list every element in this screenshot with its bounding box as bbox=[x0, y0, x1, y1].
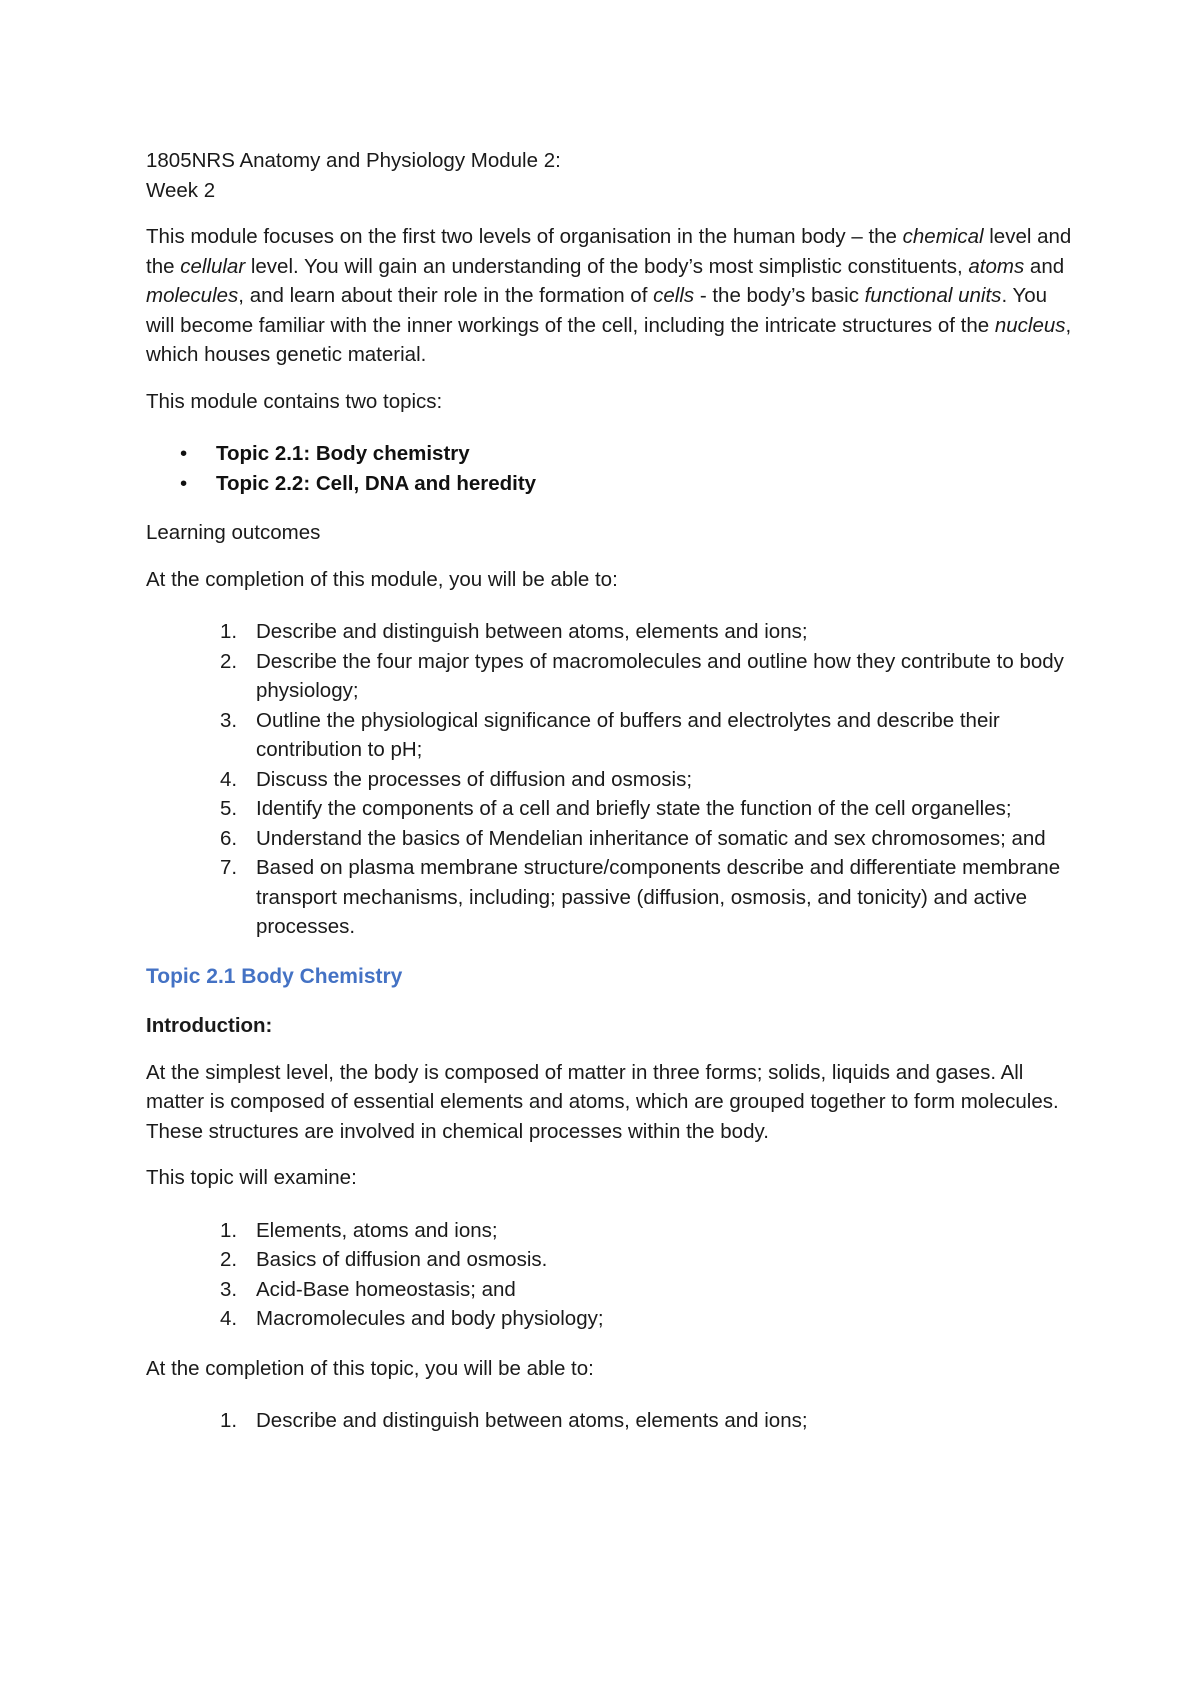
list-item bbox=[220, 853, 1080, 942]
list-number: 1. bbox=[220, 620, 238, 643]
list-number: 1. bbox=[220, 1409, 238, 1432]
list-item bbox=[220, 617, 1080, 647]
completion-list bbox=[146, 1406, 1080, 1436]
list-item bbox=[220, 794, 1080, 824]
examine-list bbox=[146, 1216, 1080, 1334]
intro-emphasis-functional-units: functional units bbox=[864, 284, 1002, 307]
intro-text-segment: This module focuses on the first two levels of organisation in the human body – the bbox=[146, 225, 903, 248]
intro-text-segment: . You will become familiar with the inner workings of the cell, including the intricate structures of the bbox=[146, 284, 1048, 337]
list-item-text: Identify the components of a cell and briefly state the function of the cell organelles; bbox=[256, 797, 1012, 820]
examine-lead: This topic will examine: bbox=[146, 1166, 357, 1189]
intro-emphasis-cells: cells bbox=[653, 284, 695, 307]
list-number: 2. bbox=[220, 649, 238, 673]
intro-text-segment: and bbox=[1024, 254, 1065, 278]
intro-emphasis-chemical: chemical bbox=[902, 225, 984, 248]
topic-2-1-heading: Topic 2.1 Body Chemistry bbox=[146, 964, 403, 988]
introduction-label: Introduction: bbox=[146, 1014, 273, 1037]
list-number: 3. bbox=[220, 708, 238, 732]
list-number: 4. bbox=[220, 1307, 238, 1330]
intro-emphasis-nucleus: nucleus bbox=[994, 313, 1066, 337]
list-item-text: Macromolecules and body physiology; bbox=[256, 1307, 604, 1330]
learning-outcomes-list bbox=[146, 617, 1080, 942]
list-item bbox=[220, 647, 1080, 706]
intro-text-segment: , which houses genetic material. bbox=[146, 313, 1072, 366]
list-item bbox=[220, 1275, 1080, 1305]
completion-lead: At the completion of this topic, you will be able to: bbox=[146, 1356, 594, 1380]
topics-lead: This module contains two topics: bbox=[146, 389, 443, 413]
list-item-text: Understand the basics of Mendelian inheritance of somatic and sex chromosomes; and bbox=[256, 826, 1046, 850]
learning-outcomes-heading: Learning outcomes bbox=[146, 521, 321, 544]
list-item-text: Discuss the processes of diffusion and osmosis; bbox=[256, 767, 693, 791]
list-item bbox=[220, 706, 1080, 765]
list-number: 4. bbox=[220, 767, 238, 791]
list-item-text: Basics of diffusion and osmosis. bbox=[256, 1248, 548, 1271]
list-item bbox=[220, 1245, 1080, 1275]
list-item bbox=[220, 824, 1080, 854]
list-item-text: Elements, atoms and ions; bbox=[256, 1218, 498, 1242]
intro-emphasis-cellular: cellular bbox=[180, 254, 246, 278]
list-item bbox=[220, 1304, 1080, 1334]
document-title: 1805NRS Anatomy and Physiology Module 2: bbox=[146, 149, 561, 172]
list-item-text: Describe the four major types of macromolecules and outline how they contribute to body physiology; bbox=[256, 649, 1064, 702]
list-number: 3. bbox=[220, 1277, 238, 1301]
list-number: 7. bbox=[220, 856, 238, 879]
list-item bbox=[220, 1406, 1080, 1436]
list-item-text: Describe and distinguish between atoms, elements and ions; bbox=[256, 620, 808, 643]
intro-emphasis-molecules: molecules bbox=[146, 284, 239, 307]
list-number: 2. bbox=[220, 1248, 238, 1271]
intro-text-segment: level. You will gain an understanding of the body’s most simplistic constituents, bbox=[245, 254, 969, 278]
list-item-text: Based on plasma membrane structure/components describe and differentiate membrane transport mechanisms, including; passive (diffusion, osmosis, and tonicity) and active processes. bbox=[256, 856, 1061, 938]
list-item-text: Describe and distinguish between atoms, elements and ions; bbox=[256, 1409, 808, 1432]
list-number: 6. bbox=[220, 826, 238, 850]
intro-text-segment: - the body’s basic bbox=[694, 284, 865, 307]
list-item-text: Outline the physiological significance of buffers and electrolytes and describe their contribution to pH; bbox=[256, 708, 1000, 761]
learning-outcomes-lead: At the completion of this module, you will be able to: bbox=[146, 567, 618, 591]
module-intro-paragraph bbox=[146, 222, 1080, 370]
intro-emphasis-atoms: atoms bbox=[968, 254, 1025, 278]
list-item-text: Acid-Base homeostasis; and bbox=[256, 1277, 516, 1301]
topic-item: • Topic 2.1: Body chemistry bbox=[216, 439, 1080, 469]
list-item bbox=[220, 765, 1080, 795]
list-item bbox=[220, 1216, 1080, 1246]
intro-text-segment: , and learn about their role in the formation of bbox=[238, 284, 654, 307]
list-number: 1. bbox=[220, 1218, 238, 1242]
intro-text-segment: level and the bbox=[146, 225, 1072, 278]
topics-list bbox=[146, 439, 1080, 498]
list-number: 5. bbox=[220, 797, 238, 820]
week-label: Week 2 bbox=[146, 178, 216, 202]
topic-intro-paragraph: At the simplest level, the body is composed of matter in three forms; solids, liquids and gases. All matter is composed of essential elements and atoms, which are grouped together to form molecules. These structures are involved in chemical processes within the body. bbox=[146, 1060, 1059, 1143]
topic-item: • Topic 2.2: Cell, DNA and heredity bbox=[216, 469, 1080, 499]
